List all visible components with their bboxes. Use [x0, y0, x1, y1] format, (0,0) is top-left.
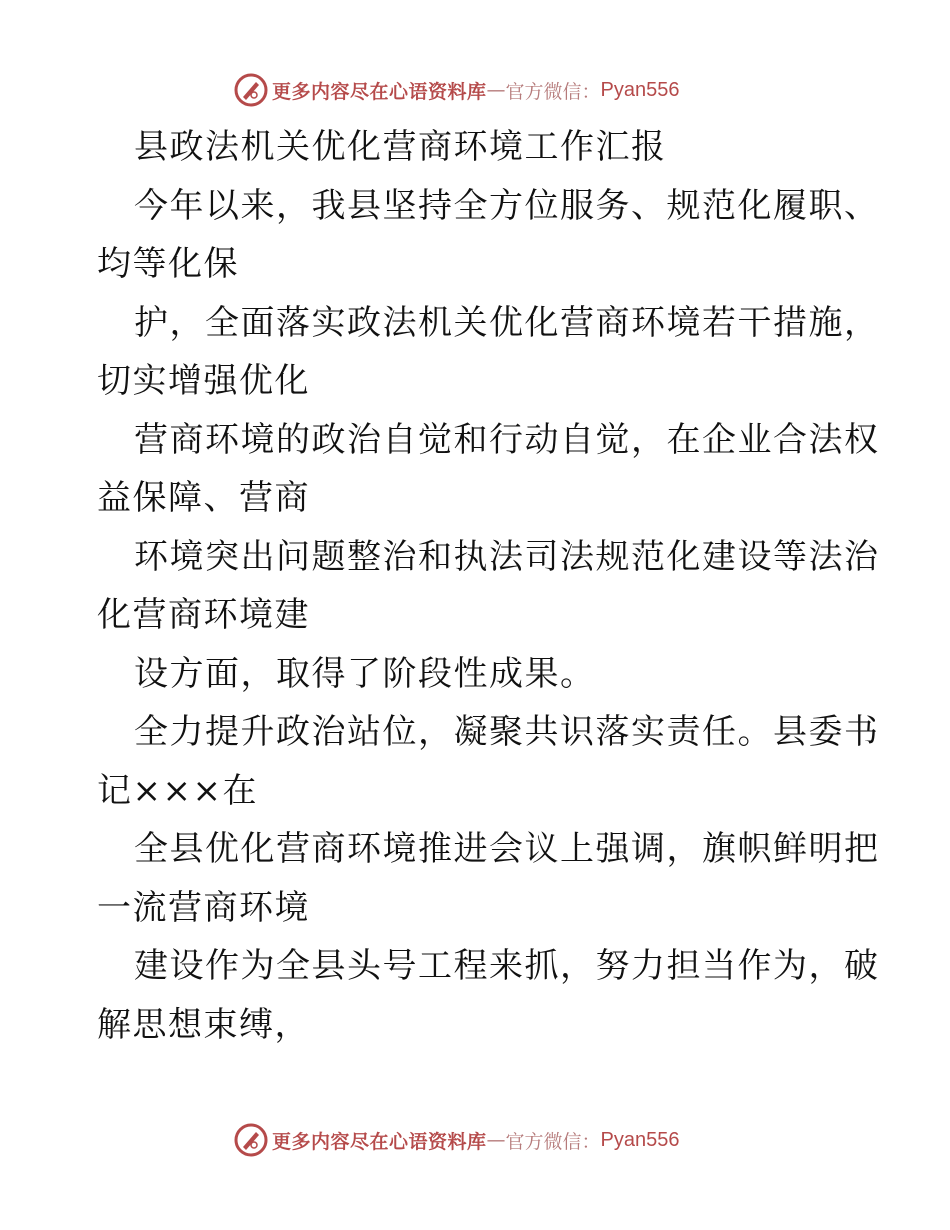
text-line: 设方面，取得了阶段性成果。 — [134, 653, 596, 694]
banner-official-label: 官方微信： — [505, 80, 601, 103]
text-line: 一流营商环境 — [97, 887, 310, 928]
banner-wechat-handle: Pyan556 — [600, 1128, 680, 1151]
banner-wechat-handle: Pyan556 — [600, 78, 680, 101]
text-line: 切实增强优化 — [97, 361, 310, 401]
banner-brand: 更多内容尽在心语资料库 — [272, 80, 487, 103]
text-line: 均等化保 — [97, 244, 239, 284]
banner-official-label: 官方微信： — [505, 1130, 601, 1153]
document-body — [97, 118, 880, 1054]
text-line: 护，全面落实政法机关优化营商环境若干措施， — [134, 302, 880, 343]
banner-brand: 更多内容尽在心语资料库 — [272, 1130, 487, 1153]
text-line: 建设作为全县头号工程来抓，努力担当作为，破 — [134, 946, 880, 986]
quill-seal-icon — [234, 73, 268, 107]
text-line: 记×××在 — [97, 770, 258, 811]
text-line: 化营商环境建 — [97, 595, 310, 635]
banner-separator: — — [486, 79, 506, 101]
text-line: 今年以来，我县坚持全方位服务、规范化履职、 — [134, 185, 880, 226]
footer-banner — [234, 1122, 680, 1158]
text-line: 全力提升政治站位，凝聚共识落实责任。县委书 — [134, 712, 880, 752]
text-line: 全县优化营商环境推进会议上强调，旗帜鲜明把 — [134, 829, 880, 869]
document-title: 县政法机关优化营商环境工作汇报 — [134, 127, 667, 167]
text-line: 解思想束缚， — [97, 1004, 310, 1045]
banner-separator: — — [486, 1129, 506, 1151]
text-line: 环境突出问题整治和执法司法规范化建设等法治 — [134, 536, 880, 577]
text-line: 益保障、营商 — [97, 478, 310, 518]
header-banner — [234, 72, 680, 108]
quill-seal-icon — [234, 1123, 268, 1157]
text-line: 营商环境的政治自觉和行动自觉，在企业合法权 — [134, 419, 880, 460]
